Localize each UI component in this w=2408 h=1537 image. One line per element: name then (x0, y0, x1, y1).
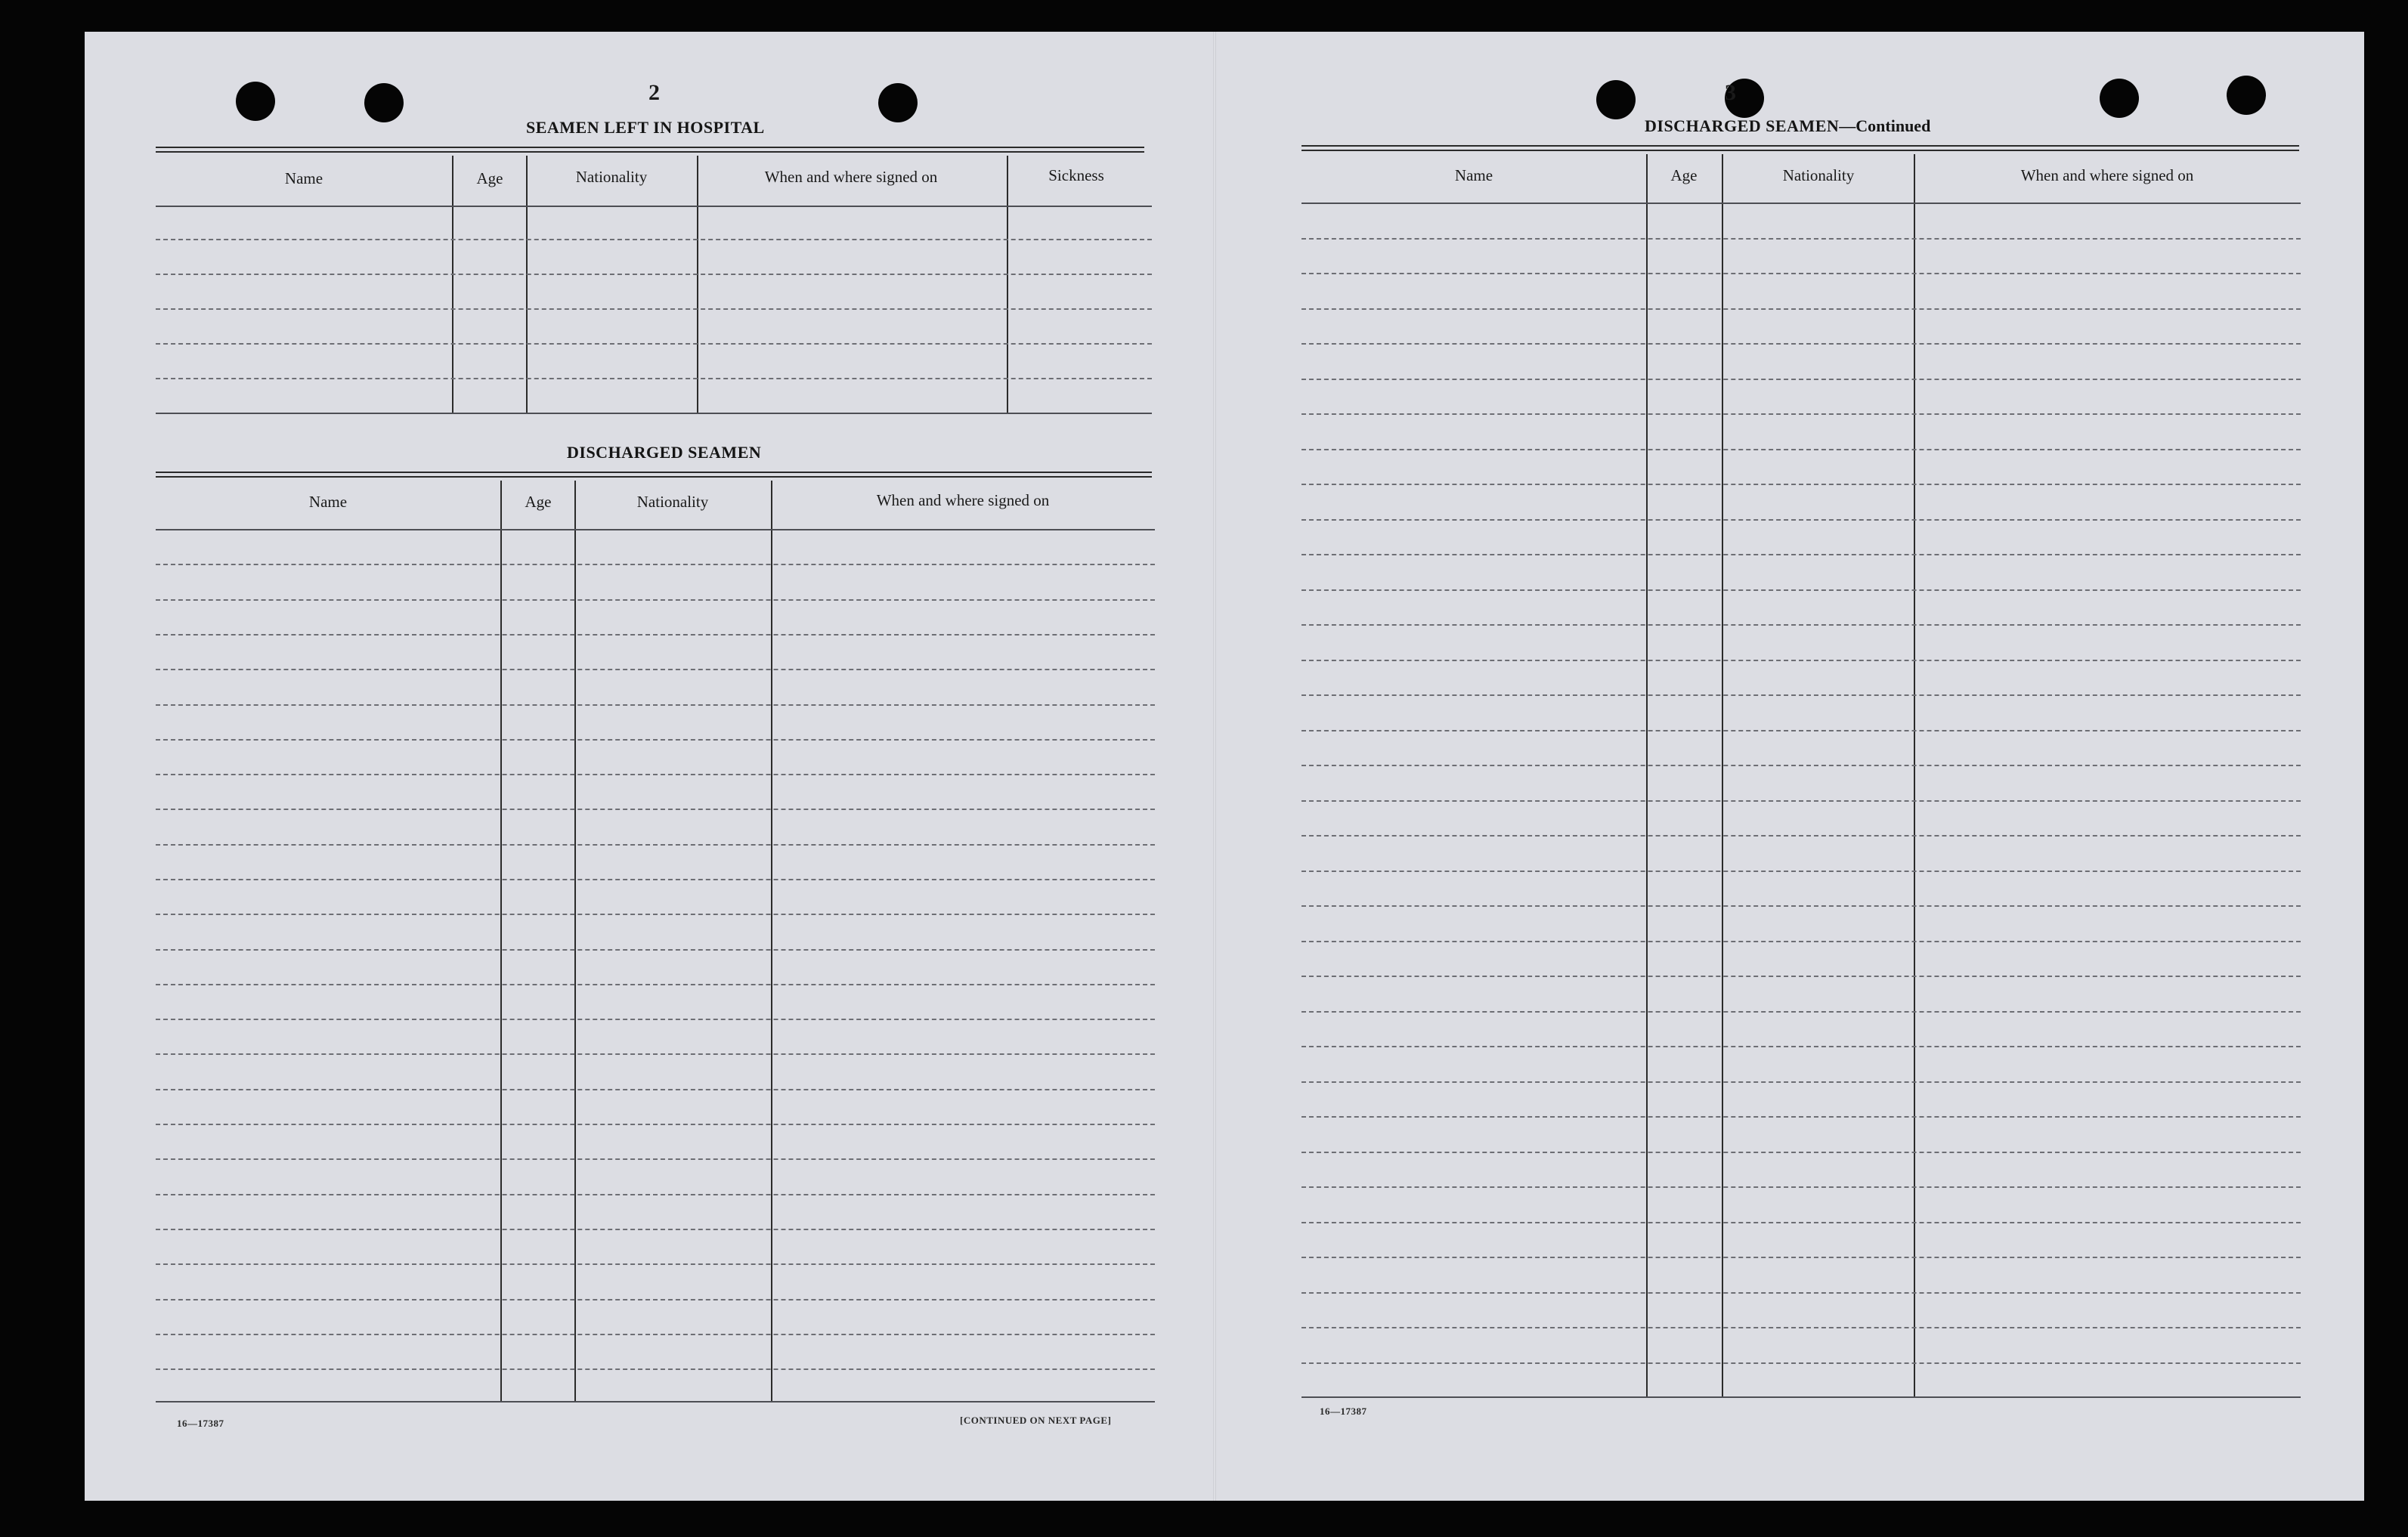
discharged-table-left (156, 470, 1155, 1406)
right-col-name: Name (1454, 166, 1493, 184)
table-row (156, 343, 1152, 345)
punch-hole (364, 83, 404, 122)
table-row (1301, 871, 2301, 872)
punch-hole (2227, 76, 2266, 115)
table-row (156, 1124, 1155, 1125)
table-row (156, 564, 1155, 565)
table-row (1301, 413, 2301, 415)
punch-hole (236, 82, 275, 121)
table-row (1301, 1257, 2301, 1258)
table-row (1301, 1222, 2301, 1223)
discharged-continued-title (1645, 116, 1930, 136)
table-row (1301, 941, 2301, 942)
table-row (156, 599, 1155, 601)
table-row (156, 274, 1152, 275)
table-row (1301, 308, 2301, 310)
table-row (156, 669, 1155, 670)
table-row (156, 1158, 1155, 1160)
table-row (156, 774, 1155, 775)
table-row (1301, 273, 2301, 274)
discharged-continued-title-suffix: —Continued (1839, 116, 1931, 135)
table-row (1301, 800, 2301, 802)
table-row (1301, 1152, 2301, 1153)
table-row (1301, 624, 2301, 626)
table-row (1301, 730, 2301, 731)
table-row (156, 1089, 1155, 1090)
table-row (1301, 765, 2301, 766)
table-row (1301, 905, 2301, 907)
table-row (156, 1299, 1155, 1300)
table-row (1301, 1327, 2301, 1328)
table-row (1301, 835, 2301, 837)
table-row (1301, 660, 2301, 661)
table-row (156, 1019, 1155, 1020)
table-row (156, 1334, 1155, 1335)
table-row (156, 1053, 1155, 1055)
right-col-age: Age (1670, 166, 1698, 184)
table-row (1301, 976, 2301, 977)
table-row (1301, 1046, 2301, 1047)
discharged-col-age: Age (525, 493, 552, 511)
table-row (156, 809, 1155, 810)
table-row (1301, 694, 2301, 696)
table-row (156, 984, 1155, 985)
table-row (156, 739, 1155, 741)
table-row (1301, 449, 2301, 450)
hospital-col-signed-on: When and where signed on (764, 168, 938, 186)
hospital-col-name: Name (284, 169, 323, 187)
discharged-section-title: DISCHARGED SEAMEN (567, 443, 762, 462)
table-row (1301, 484, 2301, 485)
discharged-col-name: Name (308, 493, 348, 511)
table-row (156, 844, 1155, 846)
hospital-table (156, 145, 1152, 419)
table-row (156, 378, 1152, 379)
table-row (1301, 238, 2301, 240)
table-row (1301, 343, 2301, 345)
table-row (156, 1194, 1155, 1195)
table-row (1301, 1081, 2301, 1083)
table-row (1301, 554, 2301, 555)
discharged-col-nationality: Nationality (636, 493, 709, 511)
right-col-nationality: Nationality (1782, 166, 1855, 184)
table-row (156, 308, 1152, 310)
right-form-number: 16—17387 (1320, 1406, 1367, 1417)
table-row (156, 1368, 1155, 1370)
table-row (1301, 379, 2301, 380)
table-row (1301, 1292, 2301, 1294)
right-page-number: 3 (1725, 80, 1736, 105)
table-row (1301, 1011, 2301, 1013)
table-row (156, 1229, 1155, 1230)
continued-note: [CONTINUED ON NEXT PAGE] (960, 1415, 1112, 1426)
table-row (1301, 1186, 2301, 1188)
table-row (156, 1263, 1155, 1265)
punch-hole (2100, 79, 2139, 118)
hospital-col-age: Age (476, 169, 503, 187)
table-row (1301, 1362, 2301, 1364)
punch-hole (878, 83, 918, 122)
table-row (1301, 519, 2301, 521)
left-form-number: 16—17387 (177, 1418, 224, 1429)
table-row (156, 704, 1155, 706)
table-row (156, 914, 1155, 915)
hospital-col-sickness: Sickness (1048, 166, 1104, 184)
table-row (156, 239, 1152, 240)
right-col-signed-on: When and where signed on (2020, 166, 2194, 184)
discharged-col-signed-on: When and where signed on (876, 491, 1050, 509)
hospital-section-title: SEAMEN LEFT IN HOSPITAL (526, 118, 765, 137)
table-row (156, 949, 1155, 951)
table-row (156, 634, 1155, 636)
hospital-col-nationality: Nationality (575, 168, 648, 186)
table-row (1301, 1116, 2301, 1118)
discharged-table-right (1301, 144, 2301, 1402)
discharged-continued-title-main: DISCHARGED SEAMEN (1645, 116, 1840, 135)
left-page-number: 2 (648, 80, 660, 105)
page-fold (1213, 32, 1216, 1501)
table-row (1301, 589, 2301, 591)
table-row (156, 879, 1155, 880)
punch-hole (1596, 80, 1636, 119)
